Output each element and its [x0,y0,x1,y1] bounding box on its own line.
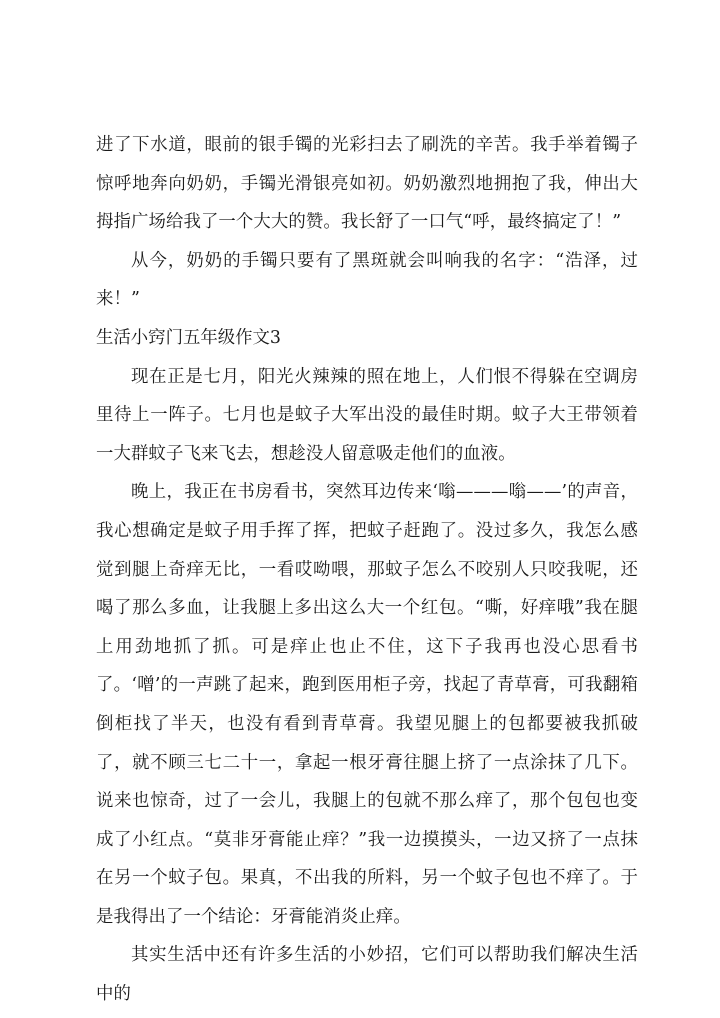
paragraph-4: 晚上，我正在书房看书，突然耳边传来‘嗡———嗡——’的声音，我心想确定是蚊子用手挥了挥，把蚊子赶跑了。没过多久，我怎么感觉到腿上奇痒无比，一看哎呦喂，那蚊子怎么不咬别人只咬我呢，还喝了那么多血，让我腿上多出这么大一个红包。“嘶，好痒哦”我在腿上用劲地抓了抓。可是痒止也止不住，这下子我再也没心思看书了。‘噌’的一声跳了起来，跑到医用柜子旁，找起了青草膏，可我翻箱倒柜找了半天，也没有看到青草膏。我望见腿上的包都要被我抓破了，就不顾三七二十一，拿起一根牙膏往腿上挤了一点涂抹了几下。说来也惊奇，过了一会儿，我腿上的包就不那么痒了，那个包包也变成了小红点。“莫非牙膏能止痒？”我一边摸摸头，一边又挤了一点抹在另一个蚊子包。果真，不出我的所料，另一个蚊子包也不痒了。于是我得出了一个结论：牙膏能消炎止痒。 [96,482,638,927]
paragraph-3: 现在正是七月，阳光火辣辣的照在地上，人们恨不得躲在空调房里待上一阵子。七月也是蚊子大军出没的最佳时期。蚊子大王带领着一大群蚊子飞来飞去，想趁没人留意吸走他们的血液。 [96,366,638,464]
paragraph-1: 进了下水道，眼前的银手镯的光彩扫去了刷洗的辛苦。我手举着镯子惊呼地奔向奶奶，手镯光滑银亮如初。奶奶激烈地拥抱了我，伸出大拇指广场给我了一个大大的赞。我长舒了一口气“呼，最终搞定了！” [96,135,638,233]
paragraph-2: 从今，奶奶的手镯只要有了黑斑就会叫响我的名字：“浩泽，过来！” [96,250,638,310]
document-body [96,126,638,1014]
section-heading: 生活小窍门五年级作文3 [96,327,281,348]
paragraph-5: 其实生活中还有许多生活的小妙招，它们可以帮助我们解决生活中的 [96,945,638,1005]
